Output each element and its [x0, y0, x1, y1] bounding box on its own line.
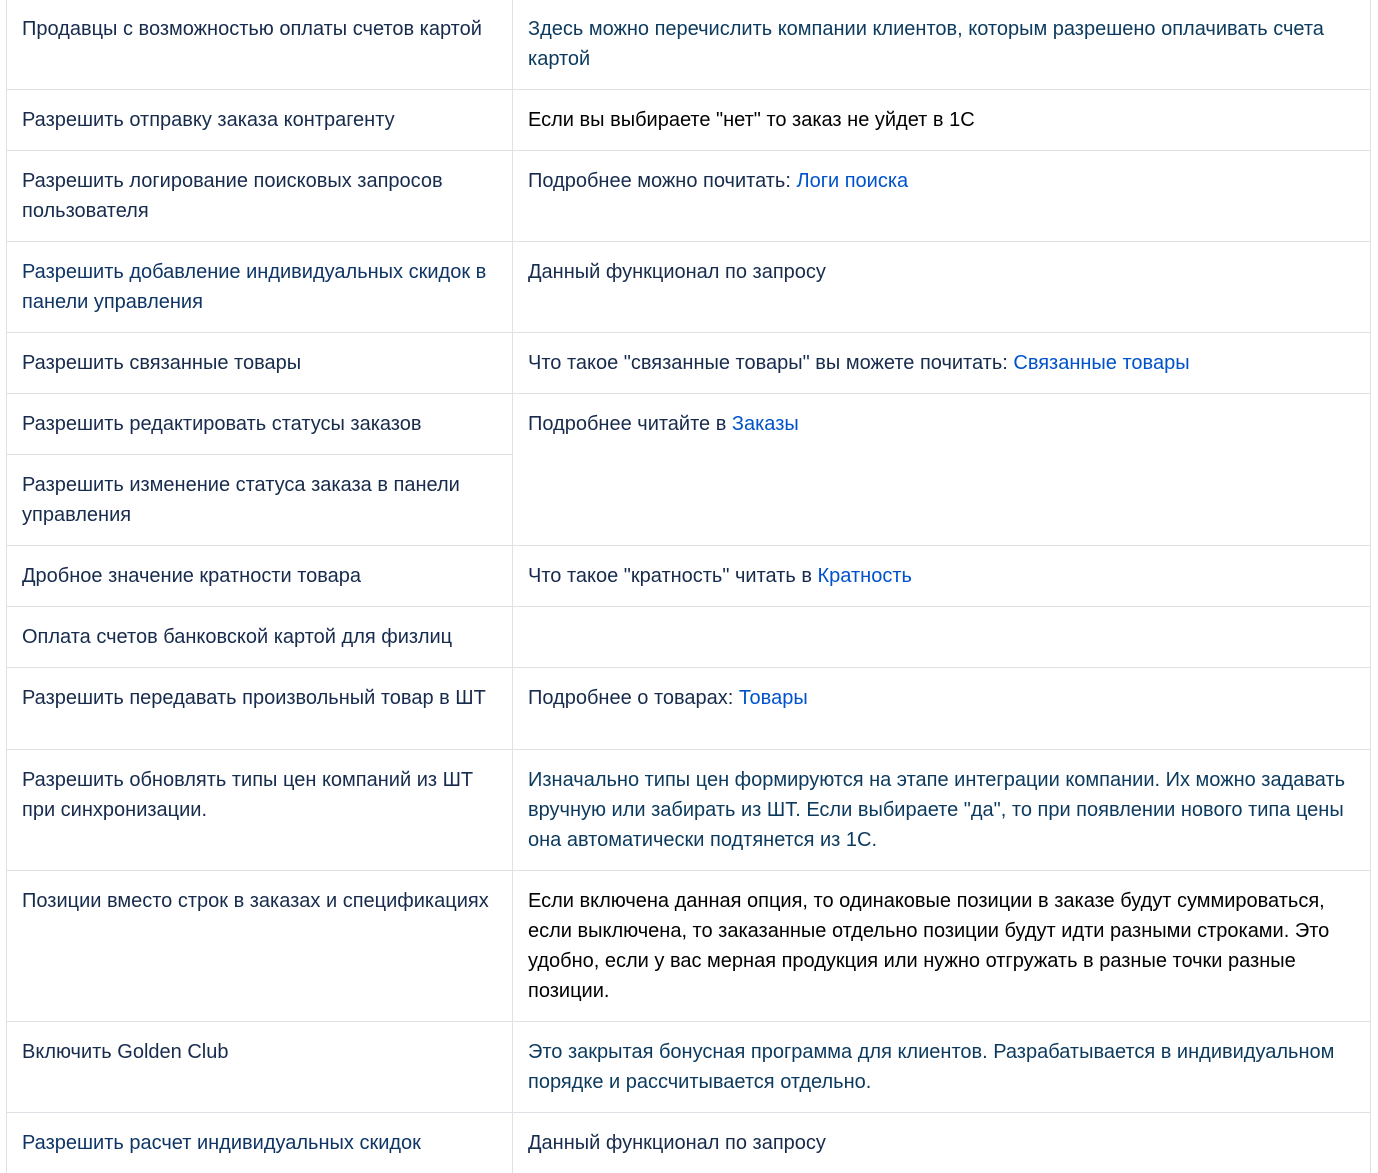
table-row: [7, 546, 1371, 607]
orders-link[interactable]: Заказы: [732, 413, 799, 435]
setting-cell: [7, 668, 513, 750]
setting-label: Включить Golden Club: [22, 1041, 228, 1063]
setting-label: Разрешить логирование поисковых запросов пользователя: [22, 170, 443, 222]
description-text: Что такое "связанные товары" вы можете почитать:: [528, 352, 1013, 374]
setting-label: Разрешить связанные товары: [22, 352, 301, 374]
description-cell: [513, 1113, 1371, 1173]
table-row: [7, 1113, 1371, 1173]
setting-cell: [7, 90, 513, 151]
setting-cell: [7, 394, 513, 455]
setting-cell: [7, 455, 513, 546]
table-row: [7, 871, 1371, 1022]
setting-label: Разрешить обновлять типы цен компаний из ШТ при синхронизации.: [22, 769, 473, 821]
search-logs-link[interactable]: Логи поиска: [796, 170, 908, 192]
description-text: Если включена данная опция, то одинаковые позиции в заказе будут суммироваться, если выключена, то заказанные отдельно позиции будут идти разными строками. Это удобно, если у вас мерная продукция или нужно отгружать в разные точки разные позиции.: [528, 890, 1329, 1002]
description-cell: [513, 90, 1371, 151]
multiplicity-link[interactable]: Кратность: [818, 565, 912, 587]
description-cell: [513, 242, 1371, 333]
table-row: [7, 242, 1371, 333]
table-row: [7, 668, 1371, 750]
description-cell: [513, 333, 1371, 394]
setting-label: Оплата счетов банковской картой для физлиц: [22, 626, 452, 648]
setting-cell: [7, 871, 513, 1022]
settings-table: [6, 0, 1371, 1173]
table-row: [7, 90, 1371, 151]
description-cell: [513, 151, 1371, 242]
products-link[interactable]: Товары: [739, 687, 808, 709]
setting-cell: [7, 151, 513, 242]
related-products-link[interactable]: Связанные товары: [1013, 352, 1189, 374]
description-text: Подробнее можно почитать:: [528, 170, 796, 192]
description-text: Здесь можно перечислить компании клиентов, которым разрешено оплачивать счета картой: [528, 18, 1324, 70]
description-text: Изначально типы цен формируются на этапе интеграции компании. Их можно задавать вручную или забирать из ШТ. Если выбираете "да", то при появлении нового типа цены она автоматически подтянется из 1С.: [528, 769, 1345, 851]
table-row: [7, 394, 1371, 455]
description-text: Подробнее читайте в: [528, 413, 732, 435]
setting-label: Позиции вместо строк в заказах и спецификациях: [22, 890, 489, 912]
table-row: [7, 607, 1371, 668]
description-cell: [513, 0, 1371, 90]
description-cell: [513, 750, 1371, 871]
setting-label: Разрешить расчет индивидуальных скидок: [22, 1132, 421, 1154]
setting-label: Разрешить отправку заказа контрагенту: [22, 109, 395, 131]
setting-label: Продавцы с возможностью оплаты счетов картой: [22, 18, 482, 40]
setting-cell: [7, 607, 513, 668]
setting-label: Разрешить добавление индивидуальных скидок в панели управления: [22, 261, 486, 313]
setting-label: Разрешить изменение статуса заказа в панели управления: [22, 474, 460, 526]
description-text: Это закрытая бонусная программа для клиентов. Разрабатывается в индивидуальном порядке и рассчитывается отдельно.: [528, 1041, 1334, 1093]
description-text: Подробнее о товарах:: [528, 687, 739, 709]
description-text: Данный функционал по запросу: [528, 261, 826, 283]
table-row: [7, 151, 1371, 242]
settings-table-container: [6, 0, 1370, 1173]
description-text: Что такое "кратность" читать в: [528, 565, 818, 587]
description-cell: [513, 871, 1371, 1022]
setting-cell: [7, 1022, 513, 1113]
setting-cell: [7, 242, 513, 333]
setting-cell: [7, 0, 513, 90]
table-row: [7, 1022, 1371, 1113]
description-text: Данный функционал по запросу: [528, 1132, 826, 1154]
setting-label: Разрешить редактировать статусы заказов: [22, 413, 422, 435]
setting-cell: [7, 333, 513, 394]
description-cell: [513, 607, 1371, 668]
description-cell: [513, 668, 1371, 750]
description-cell: [513, 394, 1371, 546]
setting-label: Дробное значение кратности товара: [22, 565, 361, 587]
table-row: [7, 333, 1371, 394]
setting-cell: [7, 750, 513, 871]
setting-label: Разрешить передавать произвольный товар в ШТ: [22, 687, 486, 709]
setting-cell: [7, 1113, 513, 1173]
table-row: [7, 0, 1371, 90]
description-cell: [513, 546, 1371, 607]
table-row: [7, 750, 1371, 871]
setting-cell: [7, 546, 513, 607]
description-cell: [513, 1022, 1371, 1113]
description-text: Если вы выбираете "нет" то заказ не уйдет в 1С: [528, 109, 975, 131]
